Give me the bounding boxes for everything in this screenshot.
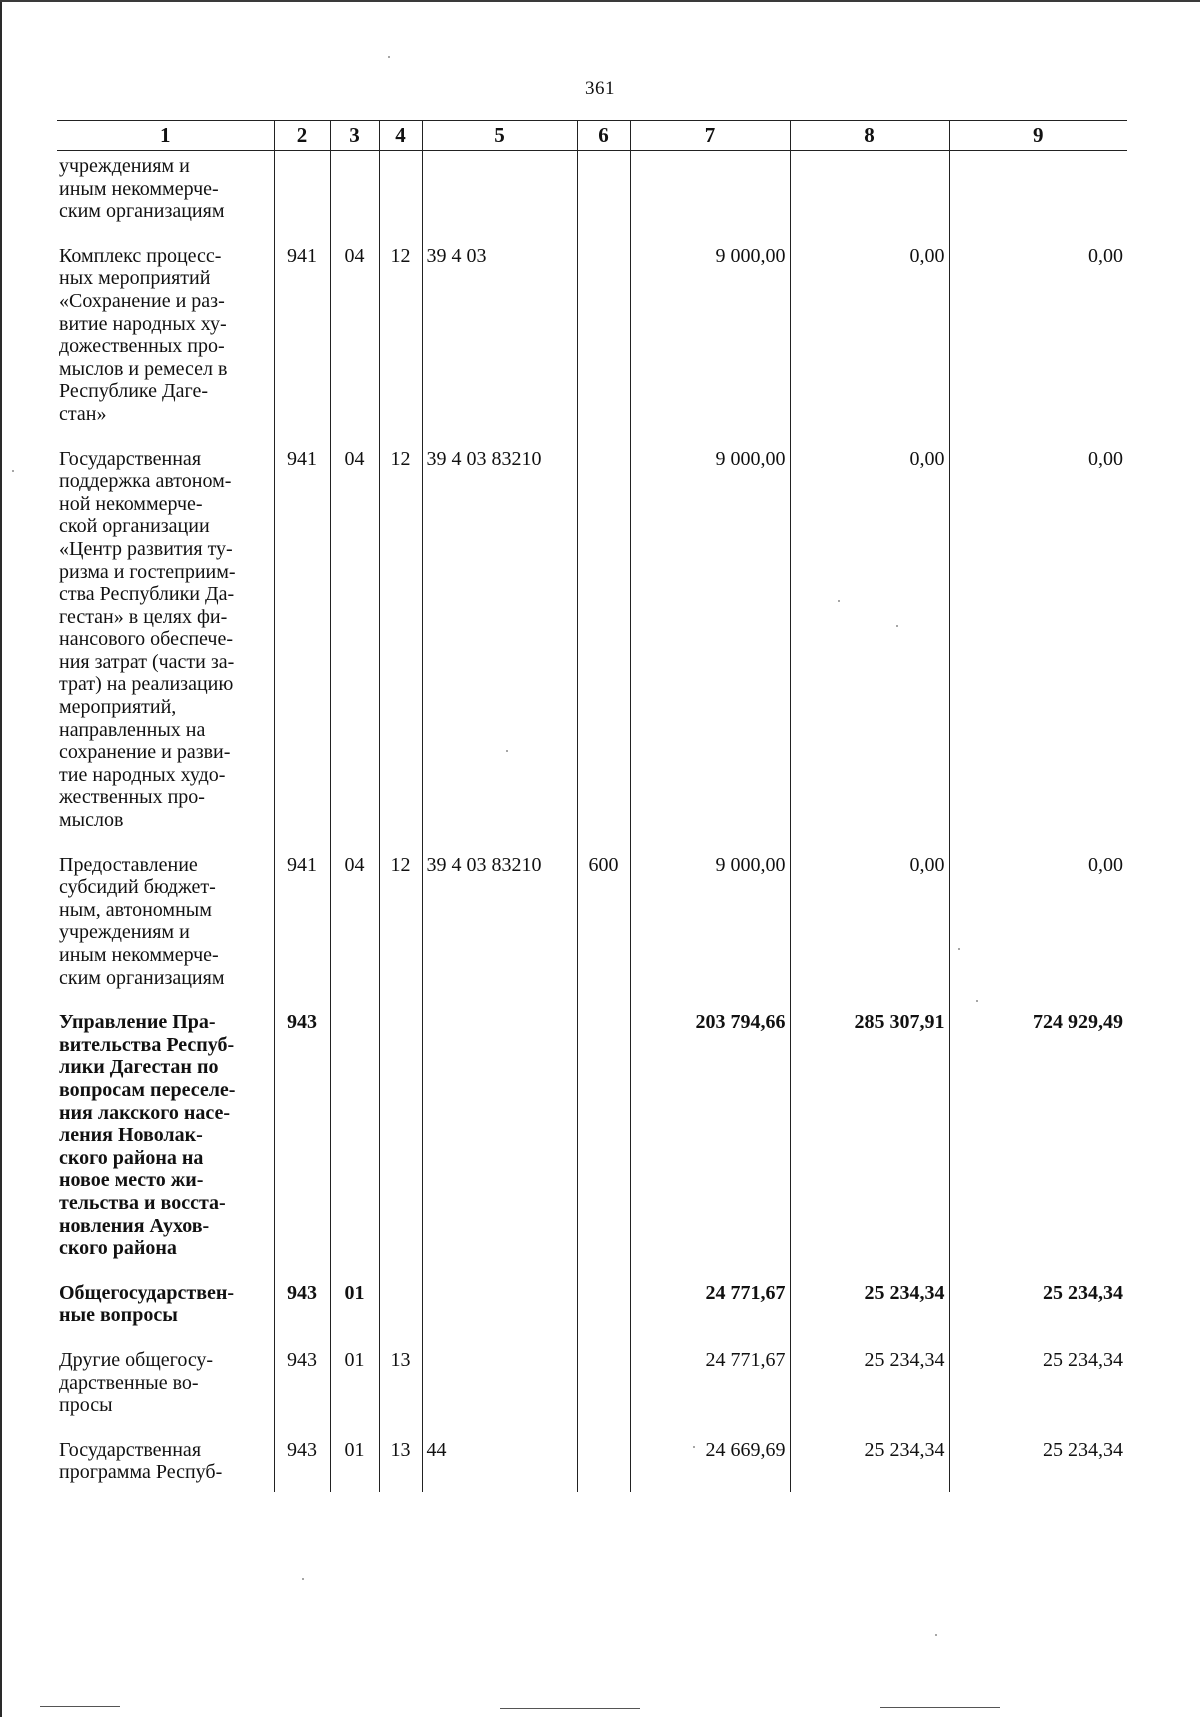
row-name-cell — [57, 850, 274, 1008]
row-name-line: тельства и восста- — [59, 1191, 226, 1214]
scan-mark — [500, 1708, 640, 1709]
amount-col8-cell: 285 307,91 — [790, 1007, 949, 1278]
column-header: 1 — [57, 121, 274, 151]
subsection-code-cell — [379, 1007, 422, 1278]
column-header: 6 — [577, 121, 630, 151]
row-name-line: Государственная — [59, 447, 202, 470]
scan-speck — [302, 1578, 304, 1580]
row-name-line: просы — [59, 1394, 113, 1417]
column-header: 8 — [790, 121, 949, 151]
row-name-line: ния лакского насе- — [59, 1101, 231, 1124]
row-name-line: поддержка автоном- — [59, 470, 232, 493]
ministry-code-cell: 943 — [274, 1345, 330, 1435]
amount-col8-cell: 25 234,34 — [790, 1345, 949, 1435]
row-name-line: ским организациям — [59, 966, 225, 989]
expense-type-cell — [577, 1345, 630, 1435]
row-name-line: мыслов — [59, 809, 124, 832]
table-header — [57, 121, 1127, 151]
table-row — [57, 1435, 1127, 1492]
amount-col9-cell: 724 929,49 — [949, 1007, 1127, 1278]
row-name-line: ных мероприятий — [59, 267, 211, 290]
row-name-cell — [57, 1435, 274, 1492]
column-header: 3 — [330, 121, 379, 151]
row-name-line: новления Аухов- — [59, 1214, 210, 1237]
amount-col8-cell: 0,00 — [790, 850, 949, 1008]
row-name-line: учреждениям и — [59, 921, 190, 944]
amount-col9-cell: 0,00 — [949, 444, 1127, 850]
ministry-code-cell — [274, 151, 330, 241]
row-name-line: ским организациям — [59, 200, 225, 223]
row-name-line: мероприятий, — [59, 696, 177, 719]
table-row — [57, 444, 1127, 850]
row-name-cell — [57, 444, 274, 850]
table-row — [57, 1007, 1127, 1278]
section-code-cell: 04 — [330, 444, 379, 850]
row-name-line: программа Респуб- — [59, 1461, 223, 1484]
row-name-cell — [57, 151, 274, 241]
amount-col7-cell: 24 771,67 — [630, 1345, 790, 1435]
amount-col7-cell: 203 794,66 — [630, 1007, 790, 1278]
row-name-line: ского района на — [59, 1146, 204, 1169]
row-name-line: сохранение и разви- — [59, 741, 231, 764]
row-name-line: вительства Респуб- — [59, 1033, 235, 1056]
table-row — [57, 241, 1127, 444]
expense-type-cell — [577, 1278, 630, 1345]
ministry-code-cell: 941 — [274, 444, 330, 850]
table-row — [57, 1278, 1127, 1345]
scan-edge-top — [0, 0, 1200, 2]
row-name-line: субсидий бюджет- — [59, 876, 216, 899]
expense-type-cell — [577, 151, 630, 241]
row-name-line: ления Новолак- — [59, 1124, 203, 1147]
row-name-line: ства Республики Да- — [59, 583, 235, 606]
target-article-cell — [422, 1345, 577, 1435]
row-name-line: Республике Даге- — [59, 380, 209, 403]
target-article-cell: 39 4 03 — [422, 241, 577, 444]
ministry-code-cell: 943 — [274, 1007, 330, 1278]
row-name-line: нансового обеспече- — [59, 628, 234, 651]
row-name-line: стан» — [59, 402, 107, 425]
column-header: 4 — [379, 121, 422, 151]
row-name-line: Другие общегосу- — [59, 1348, 214, 1371]
expense-type-cell: 600 — [577, 850, 630, 1008]
section-code-cell: 01 — [330, 1278, 379, 1345]
scan-speck — [388, 56, 390, 58]
column-header: 2 — [274, 121, 330, 151]
row-name-line: ным, автономным — [59, 898, 212, 921]
row-name-line: дарственные во- — [59, 1371, 199, 1394]
row-name-line: гестан» в целях фи- — [59, 605, 228, 628]
row-name-line: ского района — [59, 1237, 177, 1260]
row-name-line: дожественных про- — [59, 335, 225, 358]
target-article-cell — [422, 1007, 577, 1278]
subsection-code-cell: 12 — [379, 850, 422, 1008]
amount-col8-cell: 0,00 — [790, 444, 949, 850]
row-name-cell — [57, 1278, 274, 1345]
table-row — [57, 151, 1127, 241]
amount-col9-cell: 25 234,34 — [949, 1435, 1127, 1492]
amount-col7-cell — [630, 151, 790, 241]
page-number: 361 — [585, 78, 615, 99]
amount-col7-cell: 9 000,00 — [630, 241, 790, 444]
section-code-cell — [330, 1007, 379, 1278]
amount-col7-cell: 9 000,00 — [630, 444, 790, 850]
row-name-line: жественных про- — [59, 786, 205, 809]
row-name-cell — [57, 241, 274, 444]
row-name-line: новое место жи- — [59, 1169, 204, 1192]
row-name-line: Предоставление — [59, 853, 198, 876]
row-name-line: лики Дагестан по — [59, 1056, 219, 1079]
subsection-code-cell: 13 — [379, 1435, 422, 1492]
table-row — [57, 1345, 1127, 1435]
amount-col8-cell: 25 234,34 — [790, 1435, 949, 1492]
section-code-cell: 04 — [330, 850, 379, 1008]
row-name-line: Комплекс процесс- — [59, 244, 222, 267]
target-article-cell: 39 4 03 83210 — [422, 850, 577, 1008]
row-name-line: ные вопросы — [59, 1304, 178, 1327]
scan-mark — [40, 1706, 120, 1707]
row-name-line: тие народных худо- — [59, 763, 226, 786]
amount-col9-cell: 25 234,34 — [949, 1278, 1127, 1345]
subsection-code-cell — [379, 1278, 422, 1345]
expense-type-cell — [577, 1007, 630, 1278]
subsection-code-cell — [379, 151, 422, 241]
row-name-line: «Центр развития ту- — [59, 537, 233, 560]
row-name-line: направленных на — [59, 718, 206, 741]
scan-speck — [935, 1634, 937, 1636]
row-name-cell — [57, 1007, 274, 1278]
column-header: 7 — [630, 121, 790, 151]
column-header: 9 — [949, 121, 1127, 151]
ministry-code-cell: 943 — [274, 1278, 330, 1345]
row-name-line: Государственная — [59, 1438, 202, 1461]
target-article-cell: 39 4 03 83210 — [422, 444, 577, 850]
section-code-cell: 01 — [330, 1345, 379, 1435]
expense-type-cell — [577, 241, 630, 444]
ministry-code-cell: 941 — [274, 850, 330, 1008]
target-article-cell — [422, 1278, 577, 1345]
scan-edge-left — [0, 0, 2, 1717]
row-name-cell — [57, 1345, 274, 1435]
row-name-line: Управление Пра- — [59, 1011, 216, 1034]
expense-type-cell — [577, 444, 630, 850]
ministry-code-cell: 943 — [274, 1435, 330, 1492]
subsection-code-cell: 12 — [379, 241, 422, 444]
amount-col7-cell: 9 000,00 — [630, 850, 790, 1008]
scan-mark — [880, 1707, 1000, 1708]
row-name-line: ния затрат (части за- — [59, 650, 235, 673]
amount-col8-cell — [790, 151, 949, 241]
section-code-cell: 04 — [330, 241, 379, 444]
row-name-line: трат) на реализацию — [59, 673, 234, 696]
row-name-line: вопросам переселе- — [59, 1078, 236, 1101]
header-row — [57, 121, 1127, 151]
ministry-code-cell: 941 — [274, 241, 330, 444]
section-code-cell — [330, 151, 379, 241]
amount-col9-cell: 0,00 — [949, 241, 1127, 444]
budget-table — [57, 120, 1127, 1492]
amount-col9-cell: 25 234,34 — [949, 1345, 1127, 1435]
row-name-line: учреждениям и — [59, 155, 190, 177]
row-name-line: ской организации — [59, 515, 210, 538]
row-name-line: Общегосударствен- — [59, 1281, 235, 1304]
amount-col8-cell: 25 234,34 — [790, 1278, 949, 1345]
row-name-line: иным некоммерче- — [59, 944, 219, 966]
row-name-line: витие народных ху- — [59, 312, 227, 335]
amount-col8-cell: 0,00 — [790, 241, 949, 444]
row-name-line: ной некоммерче- — [59, 492, 203, 515]
column-header: 5 — [422, 121, 577, 151]
table-body — [57, 151, 1127, 1492]
table-row — [57, 850, 1127, 1008]
amount-col7-cell: 24 771,67 — [630, 1278, 790, 1345]
amount-col9-cell — [949, 151, 1127, 241]
row-name-line: иным некоммерче- — [59, 177, 219, 200]
subsection-code-cell: 12 — [379, 444, 422, 850]
row-name-line: ризма и гостеприим- — [59, 560, 236, 583]
row-name-line: мыслов и ремесел в — [59, 357, 228, 380]
section-code-cell: 01 — [330, 1435, 379, 1492]
target-article-cell: 44 — [422, 1435, 577, 1492]
amount-col7-cell: 24 669,69 — [630, 1435, 790, 1492]
row-name-line: «Сохранение и раз- — [59, 289, 225, 312]
target-article-cell — [422, 151, 577, 241]
scan-speck — [12, 470, 14, 472]
subsection-code-cell: 13 — [379, 1345, 422, 1435]
expense-type-cell — [577, 1435, 630, 1492]
amount-col9-cell: 0,00 — [949, 850, 1127, 1008]
